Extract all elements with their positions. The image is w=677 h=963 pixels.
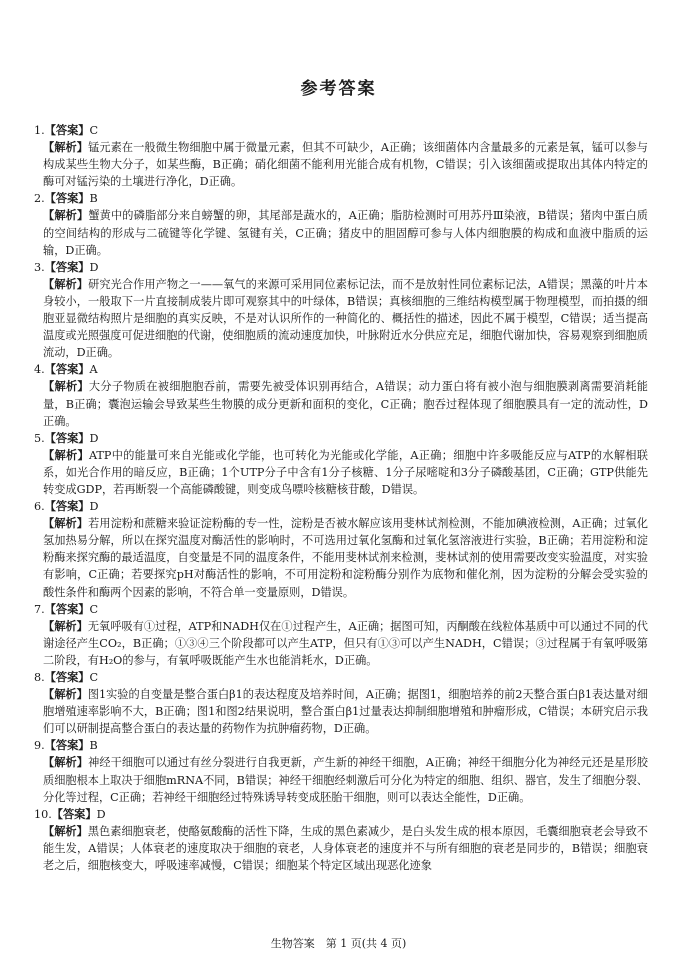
answer-label: 【答案】 [44, 191, 90, 206]
answer-label: 【答案】 [44, 123, 90, 137]
item-number: 4. [34, 363, 45, 377]
page-title: 参考答案 [300, 79, 377, 99]
answer-item [34, 806, 648, 874]
explanation-label: 【解析】 [43, 447, 89, 462]
answer-item [34, 190, 648, 258]
answer-value: C [89, 124, 99, 137]
explanation-label: 【解析】 [43, 755, 89, 770]
explanation-text: 图1实验的自变量是整合蛋白β1的表达程度及培养时间，A正确；据图1，细胞培养的前2天整合蛋白β1表达量对细胞增殖速率影响不大，B正确；图1和图2结果说明，整合蛋白β1过量表达抑制细胞增殖和肿瘤形成，C错误；本研究启示我们可以研制提高整合蛋白的表达量的药物作为抗肿瘤药物，D正确。 [43, 688, 648, 736]
answer-label: 【答案】 [44, 601, 90, 616]
answer-label: 【答案】 [44, 362, 90, 377]
explanation-text: ATP中的能量可来自光能或化学能，也可转化为光能或化学能，A正确；细胞中许多吸能反应与ATP的水解相联系，如光合作用的暗反应，B正确；1个UTP分子中含有1分子核糖、1分子尿嘧啶和3分子磷酸基团，C正确；GTP供能先转变成GDP，若再断裂一个高能磷酸键，则变成鸟嘌呤核糖核苷酸，D错误。 [43, 448, 648, 496]
explanation-text: 黑色素细胞衰老，使酪氨酸酶的活性下降，生成的黑色素减少，是白头发生成的根本原因，毛囊细胞衰老会导致不能生发，A错误；人体衰老的速度取决于细胞的衰老，人身体衰老的速度并不与所有细胞的衰老是同步的，B错误；细胞衰老之后，细胞核变大，呼吸速率减慢，C错误；细胞某个特定区域出现恶化迹象 [43, 824, 648, 873]
page-footer: 生物答案 第 1 页(共 4 页) [270, 937, 407, 950]
item-number: 10. [34, 807, 52, 821]
explanation-text: 蟹黄中的磷脂部分来自螃蟹的卵，其尾部是蔬水的，A正确；脂肪检测时可用苏丹Ⅲ染液，B错误；猪肉中蛋白质的空间结构的形成与二硫键等化学键、氢键有关，C正确；猪皮中的胆固醇可参与人体内细胞膜的构成和血液中脂质的运输，D正确。 [43, 209, 648, 257]
item-number: 8. [34, 671, 45, 684]
answer-value: C [89, 602, 99, 616]
item-number: 6. [34, 500, 45, 514]
answer-item [34, 498, 648, 601]
explanation-label: 【解析】 [43, 208, 89, 223]
explanation-text: 锰元素在一般微生物细胞中属于微量元素，但其不可缺少，A正确；该细菌体内含量最多的元素是氧，锰可以参与构成某些生物大分子，如某些酶，B正确；硝化细菌不能利用光能合成有机物，C错误；引入该细菌或提取出其体内特定的酶可对锰污染的土壤进行净化，D正确。 [43, 141, 648, 189]
explanation-label: 【解析】 [43, 140, 89, 155]
answer-item [34, 259, 648, 362]
explanation-label: 【解析】 [43, 618, 88, 633]
item-number: 5. [34, 431, 45, 445]
explanation-text: 无氧呼吸有①过程，ATP和NADH仅在①过程产生，A正确；据图可知，丙酮酸在线粒体基质中可以通过不同的代谢途径产生CO₂，B正确；①③④三个阶段都可以产生ATP，但只有①③可以产生NADH，C错误；③过程属于有氧呼吸第二阶段，有H₂O的参与，有氧呼吸既能产生水也能消耗水，D正确。 [43, 619, 648, 667]
answer-value: A [89, 363, 98, 377]
answer-item [34, 669, 648, 737]
answer-label: 【答案】 [44, 738, 90, 753]
item-number: 7. [34, 602, 45, 616]
answer-value: C [89, 671, 99, 684]
item-number: 1. [34, 124, 45, 137]
answer-item [34, 430, 648, 498]
answer-value: D [89, 260, 99, 274]
answer-label: 【答案】 [44, 499, 90, 514]
explanation-text: 若用淀粉和蔗糖来验证淀粉酶的专一性，淀粉是否被水解应该用斐林试剂检测，不能加碘液检测，A正确；过氧化氢加热易分解，所以在探究温度对酶活性的影响时，不可选用过氧化氢酶和过氧化氢溶液进行实验，B正确；若用淀粉和淀粉酶来探究酶的最适温度，自变量是不同的温度条件，不能用斐林试剂来检测，斐林试剂的使用需要改变实验温度，对实验有影响，C正确；若要探究pH对酶活性的影响，不可用淀粉和淀粉酶分别作为底物和催化剂，因为淀粉的分解会受实验的酸性条件和酶两个因素的影响，不符合单一变量原则，D错误。 [43, 517, 648, 599]
answer-item [34, 601, 648, 669]
answer-label: 【答案】 [51, 806, 97, 821]
explanation-text: 神经干细胞可以通过有丝分裂进行自我更新，产生新的神经干细胞，A正确；神经干细胞分化为神经元还是星形胶质细胞根本上取决于细胞mRNA不同，B错误；神经干细胞经刺激后可分化为特定的细胞、组织、器官，发生了细胞分裂、分化等过程，C正确；若神经干细胞经过特殊诱导转变成胚胎干细胞，则可以表达全能性，D正确。 [43, 756, 648, 804]
explanation-text: 研究光合作用产物之一——氧气的来源可采用同位素标记法，而不是放射性同位素标记法，A错误；黑藻的叶片本身较小，一般取下一片直接制成装片即可观察其中的叶绿体，B错误；真核细胞的三维结构模型属于物理模型，而拍摄的细胞亚显微结构照片是细胞的真实反映，不是对认识所作的一种简化的、概括性的描述，因此不属于模型，C错误；适当提高温度或光照强度可促进细胞的代谢，使细胞质的流动速度加快，叶脉附近水分供应充足，细胞代谢加快，容易观察到细胞质流动，D正确。 [43, 277, 648, 360]
answer-item [34, 737, 648, 805]
explanation-text: 大分子物质在被细胞胞吞前，需要先被受体识别再结合，A错误；动力蛋白将有被小泡与细胞膜剥离需要消耗能量，B正确；囊泡运输会导致某些生物膜的成分更新和面积的变化，C正确；胞吞过程体现了细胞膜具有一定的流动性，D正确。 [43, 380, 648, 428]
answer-value: B [89, 192, 98, 206]
answer-value: D [89, 500, 99, 514]
answer-value: D [96, 807, 106, 821]
answer-value: D [89, 431, 99, 445]
explanation-label: 【解析】 [43, 687, 88, 702]
item-number: 3. [34, 260, 45, 274]
item-number: 2. [34, 192, 45, 206]
item-number: 9. [34, 739, 45, 753]
answer-item [34, 361, 648, 429]
answer-item [34, 122, 648, 190]
explanation-label: 【解析】 [43, 276, 89, 291]
explanation-label: 【解析】 [43, 379, 89, 394]
answer-list [34, 122, 648, 874]
answer-label: 【答案】 [44, 430, 90, 445]
answer-label: 【答案】 [44, 670, 90, 684]
answer-value: B [89, 739, 98, 753]
explanation-label: 【解析】 [43, 516, 89, 531]
answer-label: 【答案】 [44, 259, 90, 274]
explanation-label: 【解析】 [43, 823, 88, 838]
